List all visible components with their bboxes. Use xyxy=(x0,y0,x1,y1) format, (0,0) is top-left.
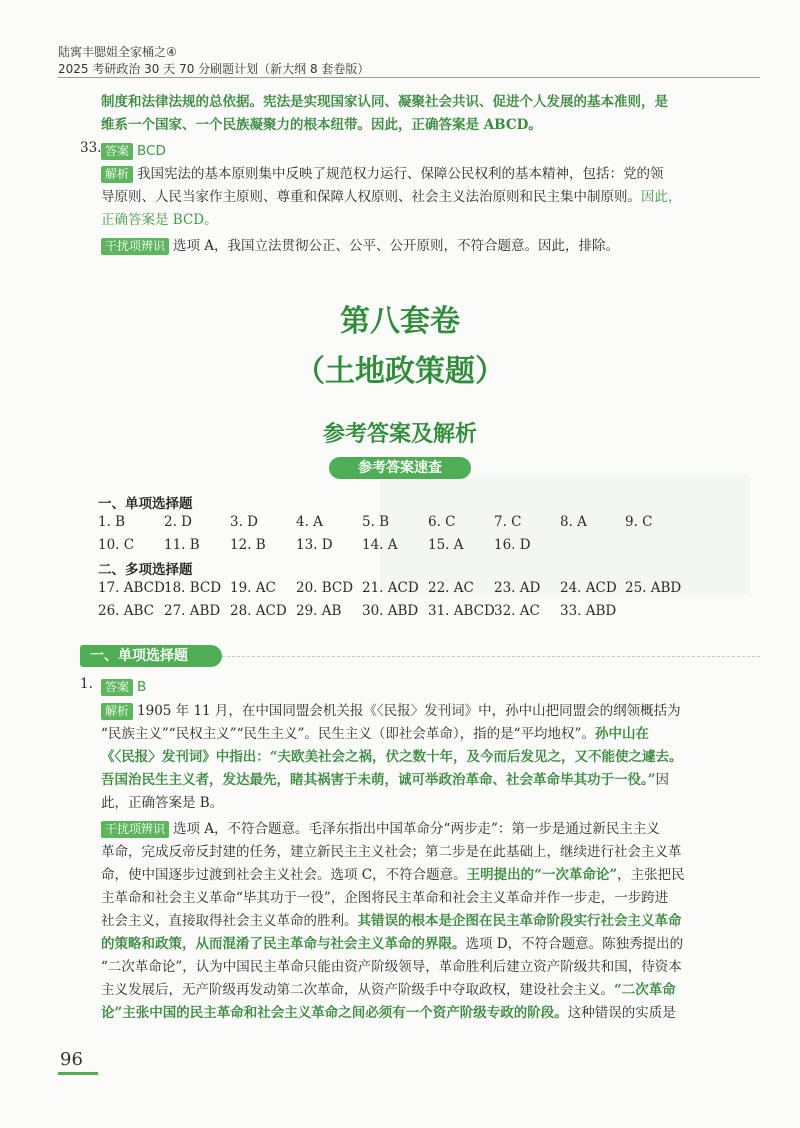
q1-analysis-line-1: 解析 1905 年 11 月，在中国同盟会机关报《〈民报〉发刊词》中，孙中山把同盟会的纲领概括为 xyxy=(101,700,721,723)
answer-item: 29. AB xyxy=(296,603,342,619)
q1-answer: B xyxy=(137,679,147,695)
answer-item: 19. AC xyxy=(230,580,276,596)
q1-answer-line xyxy=(101,676,721,699)
q1-number: 1. xyxy=(80,676,93,692)
reference-answers-title: 参考答案及解析 xyxy=(322,422,477,447)
answer-item: 32. AC xyxy=(494,603,540,619)
header-book-title: 2025 考研政治 30 天 70 分刷题计划（新大纲 8 套卷版） xyxy=(58,62,370,76)
page-number: 96 xyxy=(60,1049,83,1070)
header-series-title: 陆寓丰腮姐全家桶之④ xyxy=(58,45,177,59)
answer-item: 31. ABCD xyxy=(428,603,495,619)
answer-item: 9. C xyxy=(625,514,653,530)
answer-item: 7. C xyxy=(494,514,522,530)
distractor-tag: 干扰项辨识 xyxy=(101,821,169,838)
exam-set-title: 第八套卷 xyxy=(340,304,460,339)
q1-analysis-line-2: “民族主义”“民权主义”“民生主义”。民生主义（即社会革命），指的是“平均地权”。孙中山在 xyxy=(101,726,649,742)
answer-item: 13. D xyxy=(296,537,333,553)
q33-answer: BCD xyxy=(137,143,166,159)
answer-item: 4. A xyxy=(296,514,323,530)
answer-item: 23. AD xyxy=(494,580,541,596)
q1-distractor-line-2: 革命，完成反帝反封建的任务，建立新民主主义社会；第二步是在此基础上，继续进行社会主义革 xyxy=(101,844,682,860)
q33-distractor-line: 干扰项辨识 选项 A，我国立法贯彻公正、公平、公开原则，不符合题意。因此，排除。 xyxy=(101,235,721,258)
answer-item: 21. ACD xyxy=(362,580,419,596)
page-number-underline xyxy=(58,1072,98,1075)
q1-analysis-line-4: 吾国治民生主义者，发达最先，睹其祸害于未萌，诚可举政治革命、社会革命毕其功于一役。”因 xyxy=(101,772,670,788)
q1-distractor-line-4: 主革命和社会主义革命“毕其功于一役”，企图将民主革命和社会主义革命并作一步走，一步跨进 xyxy=(101,890,669,906)
answer-item: 16. D xyxy=(494,537,531,553)
q33-analysis-line-1: 解析 我国宪法的基本原则集中反映了规范权力运行、保障公民权利的基本精神，包括：党的领 xyxy=(101,163,721,186)
answer-item: 22. AC xyxy=(428,580,474,596)
continuation-line-1: 制度和法律法规的总依据。宪法是实现国家认同、凝聚社会共识、促进个人发展的基本准则，是 xyxy=(101,94,668,110)
q1-distractor-line-1: 干扰项辨识 选项 A，不符合题意。毛泽东指出中国革命分“两步走”：第一步是通过新民主主义 xyxy=(101,818,721,841)
answer-item: 28. ACD xyxy=(230,603,287,619)
answer-item: 10. C xyxy=(98,537,135,553)
answer-item: 27. ABD xyxy=(164,603,221,619)
section-band-single-choice: 一、单项选择题 xyxy=(80,645,222,667)
answer-item: 25. ABD xyxy=(625,580,682,596)
answer-item: 24. ACD xyxy=(560,580,617,596)
header-divider xyxy=(58,77,760,78)
answer-item: 20. BCD xyxy=(296,580,354,596)
distractor-tag: 干扰项辨识 xyxy=(101,238,169,255)
answer-item: 30. ABD xyxy=(362,603,419,619)
answer-item: 1. B xyxy=(98,514,126,530)
single-choice-heading: 一、单项选择题 xyxy=(98,496,193,512)
q33-number: 33. xyxy=(80,140,102,156)
q1-distractor-line-8: 主义发展后，无产阶级再发动第二次革命，从资产阶级手中夺取政权，建设社会主义。“二次革命 xyxy=(101,982,676,998)
quick-answer-badge: 参考答案速查 xyxy=(329,457,471,479)
q1-distractor-line-3: 命，使中国逐步过渡到社会主义社会。选项 C，不符合题意。王明提出的“一次革命论”，主张把民 xyxy=(101,867,685,883)
answer-tag: 答案 xyxy=(101,143,133,160)
answer-item: 17. ABCD xyxy=(98,580,165,596)
section-band-divider xyxy=(222,656,760,657)
answer-item: 15. A xyxy=(428,537,464,553)
answer-item: 12. B xyxy=(230,537,266,553)
answer-item: 33. ABD xyxy=(560,603,617,619)
q1-distractor-line-9: 论”主张中国的民主革命和社会主义革命之间必须有一个资产阶级专政的阶段。这种错误的实质是 xyxy=(101,1005,676,1021)
answer-item: 14. A xyxy=(362,537,398,553)
answer-item: 8. A xyxy=(560,514,587,530)
answer-item: 26. ABC xyxy=(98,603,155,619)
q33-answer-line xyxy=(101,140,721,163)
answer-item: 5. B xyxy=(362,514,390,530)
answer-item: 11. B xyxy=(164,537,200,553)
q1-distractor-line-5: 社会主义，直接取得社会主义革命的胜利。其错误的根本是企图在民主革命阶段实行社会主义革命 xyxy=(101,913,682,929)
q1-analysis-line-5: 此，正确答案是 B。 xyxy=(101,795,224,811)
background-watermark xyxy=(380,475,750,595)
answer-item: 2. D xyxy=(164,514,192,530)
answer-tag: 答案 xyxy=(101,679,133,696)
q1-analysis-line-3: 《〈民报〉发刊词》中指出：“夫欧美社会之祸，伏之数十年，及今而后发见之，又不能使之遽去。 xyxy=(101,749,683,765)
analysis-tag: 解析 xyxy=(101,703,133,720)
multi-choice-heading: 二、多项选择题 xyxy=(98,562,193,578)
q33-analysis-line-2: 导原则、人民当家作主原则、尊重和保障人权原则、社会主义法治原则和民主集中制原则。因此， xyxy=(101,189,682,205)
analysis-tag: 解析 xyxy=(101,166,133,183)
q1-distractor-line-7: “二次革命论”，认为中国民主革命只能由资产阶级领导，革命胜利后建立资产阶级共和国，待资本 xyxy=(101,959,682,975)
answer-item: 3. D xyxy=(230,514,258,530)
answer-item: 6. C xyxy=(428,514,456,530)
exam-set-subtitle: （土地政策题） xyxy=(295,354,505,389)
answer-item: 18. BCD xyxy=(164,580,222,596)
q33-analysis-line-3: 正确答案是 BCD。 xyxy=(101,212,218,228)
continuation-line-2: 维系一个国家、一个民族凝聚力的根本纽带。因此，正确答案是 ABCD。 xyxy=(101,117,542,133)
q1-distractor-line-6: 的策略和政策，从而混淆了民主革命与社会主义革命的界限。选项 D，不符合题意。陈独秀提出的 xyxy=(101,936,684,952)
